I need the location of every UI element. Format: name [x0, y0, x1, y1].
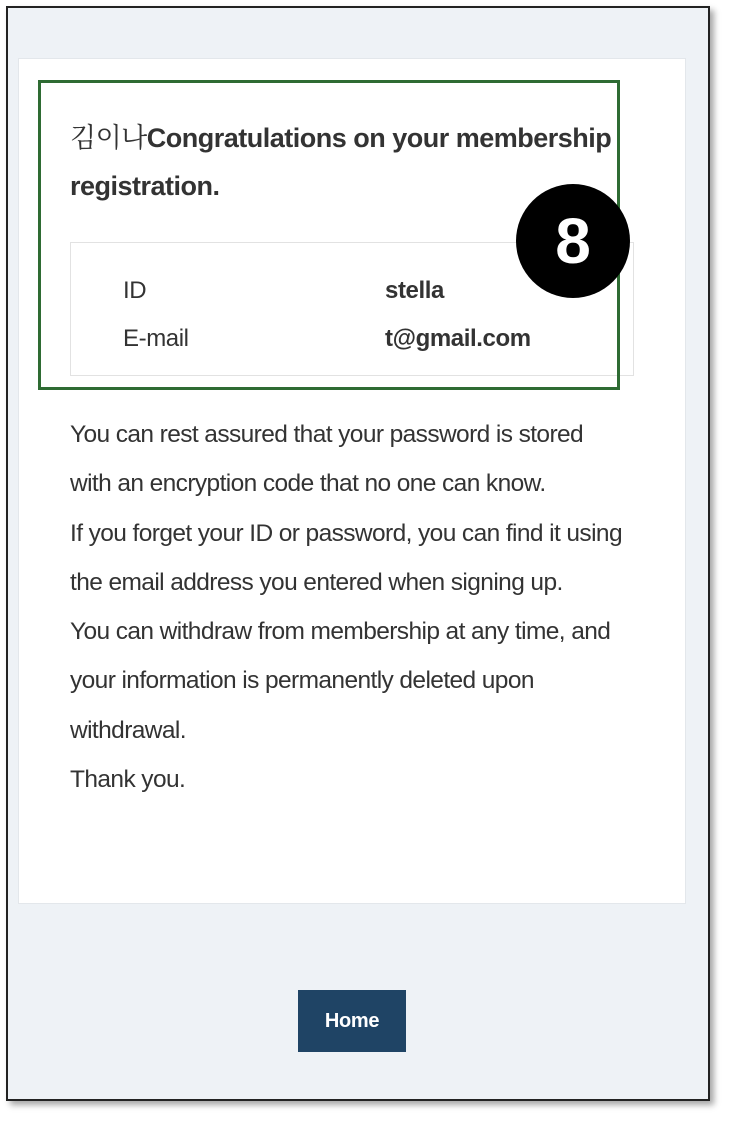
member-name: 김이나 [70, 123, 147, 153]
email-value: t@gmail.com [385, 325, 531, 352]
id-value: stella [385, 277, 444, 304]
home-button[interactable]: Home [298, 990, 406, 1052]
account-row-id [123, 277, 444, 305]
account-row-email [123, 325, 531, 353]
id-label: ID [123, 277, 147, 304]
step-number-badge: 8 [516, 184, 630, 298]
email-label: E-mail [123, 325, 189, 352]
membership-notice [70, 410, 630, 804]
notice-paragraph: You can rest assured that your password is stored with an encryption code that no one can know. [70, 421, 584, 498]
notice-paragraph: Thank you. [70, 766, 186, 794]
notice-paragraph: You can withdraw from membership at any time, and your information is permanently deleted upon withdrawal. [70, 618, 611, 744]
notice-paragraph: If you forget your ID or password, you can find it using the email address you entered when signing up. [70, 519, 622, 596]
welcome-message: Congratulations on your membership registration. [70, 123, 612, 201]
